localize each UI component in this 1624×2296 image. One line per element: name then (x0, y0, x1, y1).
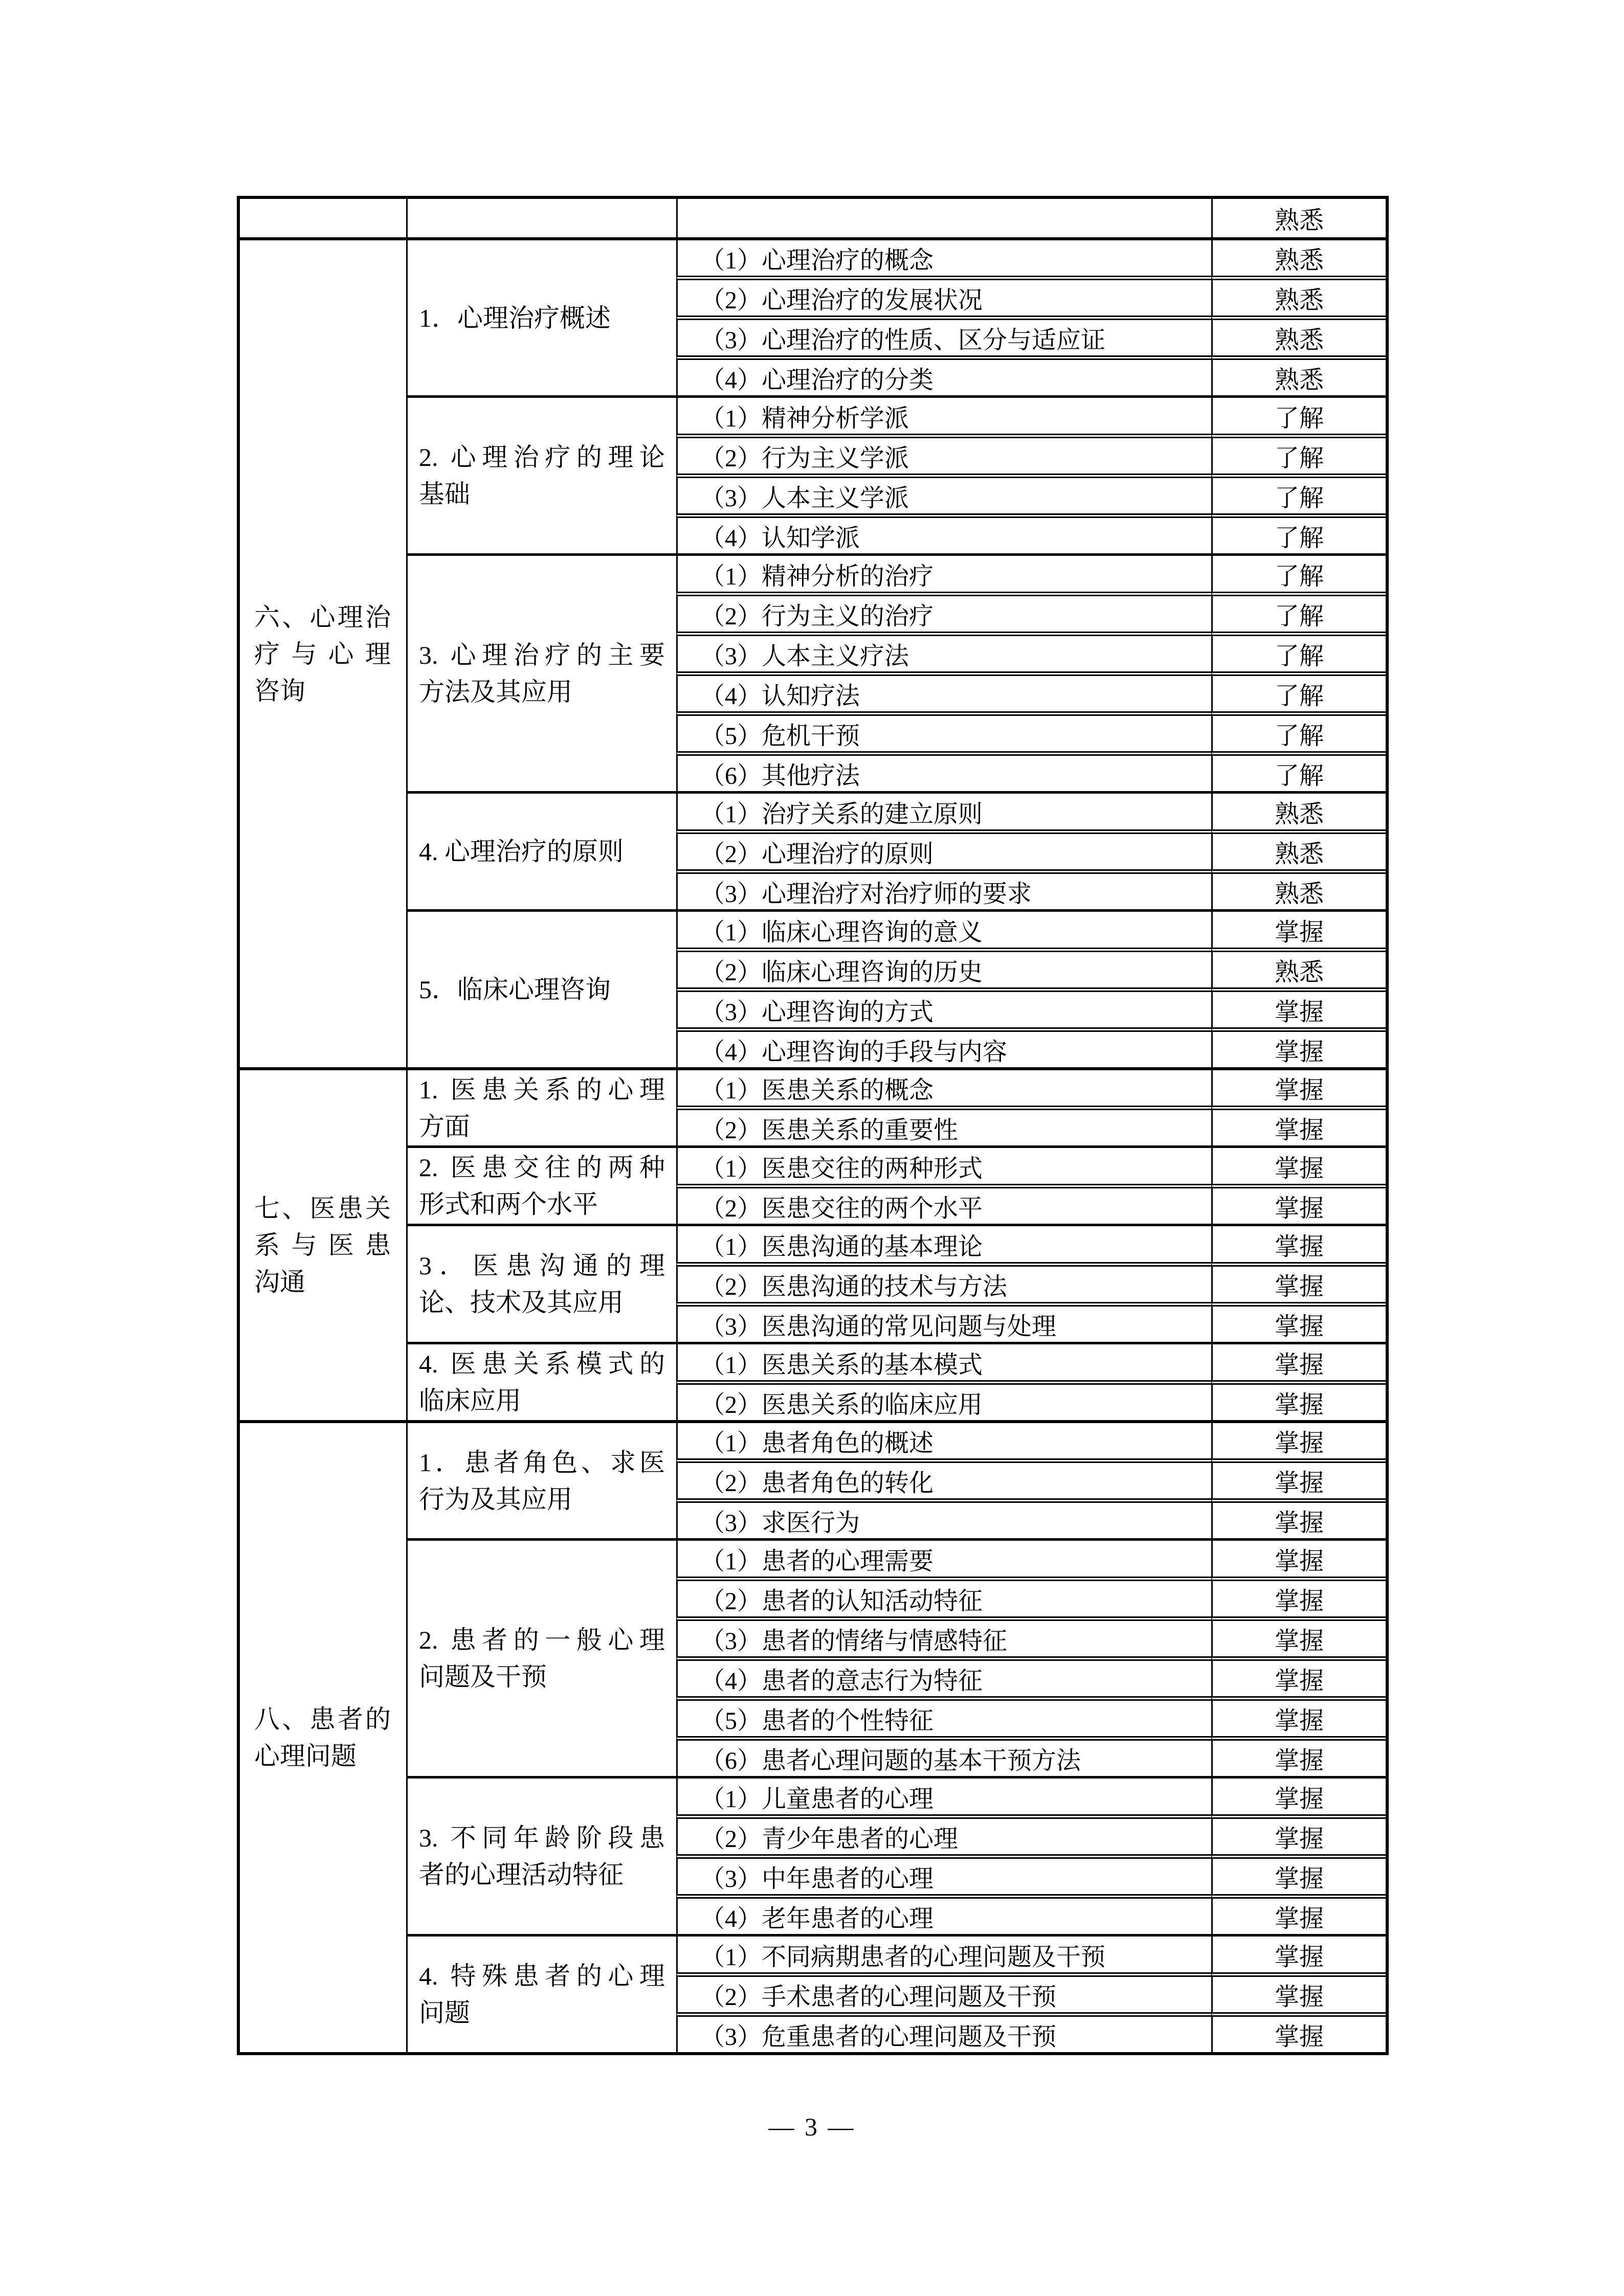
item-cell: （3）心理治疗对治疗师的要求 (676, 869, 1211, 909)
grade-cell: 了解 (1211, 671, 1386, 711)
grade-cell: 了解 (1211, 474, 1386, 513)
item-cell: （4）心理咨询的手段与内容 (676, 1027, 1211, 1067)
grade-cell: 掌握 (1211, 1420, 1386, 1458)
grade-cell: 了解 (1211, 632, 1386, 671)
label-line: 七、医患关 (254, 1194, 391, 1223)
label-line: 4. 医患关系模式的 (419, 1349, 665, 1378)
syllabus-table-body (240, 199, 1386, 2052)
grade-cell: 掌握 (1211, 1934, 1386, 1972)
grade-cell: 掌握 (1211, 1616, 1386, 1656)
subsection-label-cell (406, 1067, 676, 1145)
table-row (240, 1776, 1386, 1814)
subsection-label-cell (406, 791, 676, 909)
grade-cell: 了解 (1211, 395, 1386, 434)
grade-cell: 掌握 (1211, 1656, 1386, 1696)
grade-cell: 掌握 (1211, 1538, 1386, 1577)
table-row (240, 237, 1386, 276)
table-row (240, 1067, 1386, 1106)
label-line: 1. 医患关系的心理 (419, 1075, 665, 1104)
subsection-label-cell (406, 1934, 676, 2052)
table-row (240, 1934, 1386, 1972)
item-cell: （1）患者的心理需要 (676, 1538, 1211, 1577)
item-cell: （2）医患关系的临床应用 (676, 1380, 1211, 1420)
grade-cell: 掌握 (1211, 1145, 1386, 1184)
table-row (240, 1145, 1386, 1184)
label-line: 4. 心理治疗的原则 (419, 837, 624, 866)
item-cell: （3）人本主义疗法 (676, 632, 1211, 671)
section-title-cell (240, 237, 406, 1067)
label-line: 2. 患者的一般心理 (419, 1626, 665, 1654)
grade-cell: 了解 (1211, 553, 1386, 592)
item-cell: （3）危重患者的心理问题及干预 (676, 2012, 1211, 2052)
grade-cell: 掌握 (1211, 1380, 1386, 1420)
table-row (240, 1342, 1386, 1380)
subsection-label-cell (406, 909, 676, 1067)
grade-cell: 掌握 (1211, 1814, 1386, 1854)
label-line: 3. 不同年龄阶段患 (419, 1824, 665, 1852)
table-row (240, 553, 1386, 592)
item-cell: （2）临床心理咨询的历史 (676, 948, 1211, 987)
item-cell: （1）医患交往的两种形式 (676, 1145, 1211, 1184)
grade-cell: 熟悉 (1211, 829, 1386, 869)
section-title-cell (240, 1420, 406, 2052)
table-row (240, 395, 1386, 434)
grade-cell: 掌握 (1211, 1894, 1386, 1934)
subsection-label-cell (406, 237, 676, 395)
table-row (240, 1420, 1386, 1458)
grade-cell: 了解 (1211, 711, 1386, 751)
grade-cell: 熟悉 (1211, 276, 1386, 316)
grade-cell: 掌握 (1211, 1498, 1386, 1538)
item-cell: （4）患者的意志行为特征 (676, 1656, 1211, 1696)
grade-cell: 掌握 (1211, 1696, 1386, 1736)
grade-cell: 掌握 (1211, 909, 1386, 948)
item-cell: （4）老年患者的心理 (676, 1894, 1211, 1934)
item-cell: （2）医患关系的重要性 (676, 1106, 1211, 1145)
label-line: 行为及其应用 (419, 1484, 572, 1514)
label-line: 心理问题 (254, 1742, 357, 1770)
table-row (240, 1224, 1386, 1262)
grade-cell: 掌握 (1211, 1224, 1386, 1262)
item-cell: （2）患者的认知活动特征 (676, 1577, 1211, 1616)
label-line: 临床应用 (419, 1386, 521, 1415)
grade-cell: 熟悉 (1211, 316, 1386, 355)
label-line: 5．临床心理咨询 (419, 975, 611, 1004)
label-line: 基础 (419, 480, 470, 508)
subsection-label-cell-empty (406, 199, 676, 237)
grade-cell: 了解 (1211, 513, 1386, 553)
grade-cell: 掌握 (1211, 1342, 1386, 1380)
item-cell: （2）心理治疗的原则 (676, 829, 1211, 869)
label-line: 3. 心理治疗的主要 (419, 641, 665, 669)
item-cell: （3）医患沟通的常见问题与处理 (676, 1302, 1211, 1342)
item-cell: （1）医患沟通的基本理论 (676, 1224, 1211, 1262)
item-cell: （2）行为主义的治疗 (676, 592, 1211, 632)
grade-cell: 掌握 (1211, 1067, 1386, 1106)
item-cell (676, 199, 1211, 237)
syllabus-table (240, 199, 1386, 2052)
table-row (240, 791, 1386, 829)
item-cell: （3）患者的情绪与情感特征 (676, 1616, 1211, 1656)
page-footer: — 3 — (768, 2112, 856, 2141)
item-cell: （5）患者的个性特征 (676, 1696, 1211, 1736)
grade-cell: 掌握 (1211, 1302, 1386, 1342)
label-line: 3．医患沟通的理 (419, 1251, 665, 1280)
item-cell: （3）人本主义学派 (676, 474, 1211, 513)
grade-cell: 熟悉 (1211, 237, 1386, 276)
section-title-cell-empty (240, 199, 406, 237)
label-line: 沟通 (254, 1268, 305, 1296)
label-line: 方法及其应用 (419, 678, 572, 706)
label-line: 系与医患 (254, 1231, 391, 1259)
label-line: 1．患者角色、求医 (419, 1448, 665, 1477)
subsection-label-cell (406, 553, 676, 791)
label-line: 2. 心理治疗的理论 (419, 443, 665, 471)
item-cell: （1）精神分析的治疗 (676, 553, 1211, 592)
table-row (240, 909, 1386, 948)
label-line: 论、技术及其应用 (419, 1288, 624, 1317)
table-row (240, 199, 1386, 237)
label-line: 者的心理活动特征 (419, 1860, 624, 1889)
label-line: 4. 特殊患者的心理 (419, 1962, 665, 1990)
item-cell: （2）医患沟通的技术与方法 (676, 1262, 1211, 1302)
table-row (240, 1538, 1386, 1577)
label-line: 六、心理治 (254, 602, 391, 632)
grade-cell: 熟悉 (1211, 948, 1386, 987)
grade-cell: 掌握 (1211, 1736, 1386, 1776)
item-cell: （1）临床心理咨询的意义 (676, 909, 1211, 948)
subsection-label-cell (406, 1145, 676, 1224)
grade-cell: 掌握 (1211, 1972, 1386, 2012)
subsection-label-cell (406, 395, 676, 553)
grade-cell: 掌握 (1211, 1106, 1386, 1145)
label-line: 咨询 (254, 676, 305, 705)
item-cell: （1）医患关系的概念 (676, 1067, 1211, 1106)
item-cell: （2）青少年患者的心理 (676, 1814, 1211, 1854)
subsection-label-cell (406, 1342, 676, 1420)
label-line: 问题 (419, 1998, 470, 2027)
subsection-label-cell (406, 1538, 676, 1776)
grade-cell: 掌握 (1211, 2012, 1386, 2052)
grade-cell: 熟悉 (1211, 791, 1386, 829)
label-line: 八、患者的 (254, 1705, 391, 1734)
grade-cell: 了解 (1211, 751, 1386, 791)
item-cell: （6）其他疗法 (676, 751, 1211, 791)
item-cell: （2）行为主义学派 (676, 434, 1211, 474)
label-line: 形式和两个水平 (419, 1190, 598, 1219)
item-cell: （1）治疗关系的建立原则 (676, 791, 1211, 829)
item-cell: （3）中年患者的心理 (676, 1854, 1211, 1894)
grade-cell: 掌握 (1211, 1458, 1386, 1498)
item-cell: （1）医患关系的基本模式 (676, 1342, 1211, 1380)
item-cell: （1）不同病期患者的心理问题及干预 (676, 1934, 1211, 1972)
item-cell: （2）患者角色的转化 (676, 1458, 1211, 1498)
item-cell: （5）危机干预 (676, 711, 1211, 751)
grade-cell: 掌握 (1211, 1184, 1386, 1224)
grade-cell: 了解 (1211, 434, 1386, 474)
item-cell: （3）心理治疗的性质、区分与适应证 (676, 316, 1211, 355)
item-cell: （2）心理治疗的发展状况 (676, 276, 1211, 316)
subsection-label-cell (406, 1420, 676, 1538)
grade-cell: 掌握 (1211, 1027, 1386, 1067)
item-cell: （3）求医行为 (676, 1498, 1211, 1538)
item-cell: （2）医患交往的两个水平 (676, 1184, 1211, 1224)
item-cell: （4）认知疗法 (676, 671, 1211, 711)
item-cell: （1）患者角色的概述 (676, 1420, 1211, 1458)
label-line: 问题及干预 (419, 1662, 547, 1691)
item-cell: （6）患者心理问题的基本干预方法 (676, 1736, 1211, 1776)
subsection-label-cell (406, 1224, 676, 1342)
grade-cell: 掌握 (1211, 987, 1386, 1027)
item-cell: （1）儿童患者的心理 (676, 1776, 1211, 1814)
grade-cell: 掌握 (1211, 1776, 1386, 1814)
label-line: 1．心理治疗概述 (419, 303, 611, 332)
item-cell: （1）精神分析学派 (676, 395, 1211, 434)
subsection-label-cell (406, 1776, 676, 1934)
grade-cell: 熟悉 (1211, 355, 1386, 395)
grade-cell: 掌握 (1211, 1262, 1386, 1302)
section-title-cell (240, 1067, 406, 1420)
label-line: 2. 医患交往的两种 (419, 1153, 665, 1182)
grade-cell: 掌握 (1211, 1577, 1386, 1616)
grade-cell: 掌握 (1211, 1854, 1386, 1894)
label-line: 方面 (419, 1112, 470, 1141)
item-cell: （1）心理治疗的概念 (676, 237, 1211, 276)
item-cell: （4）认知学派 (676, 513, 1211, 553)
grade-cell: 了解 (1211, 592, 1386, 632)
grade-cell: 熟悉 (1211, 199, 1386, 237)
item-cell: （4）心理治疗的分类 (676, 355, 1211, 395)
grade-cell: 熟悉 (1211, 869, 1386, 909)
item-cell: （2）手术患者的心理问题及干预 (676, 1972, 1211, 2012)
item-cell: （3）心理咨询的方式 (676, 987, 1211, 1027)
label-line: 疗与心理 (254, 639, 391, 668)
syllabus-table-wrapper (237, 196, 1389, 2055)
